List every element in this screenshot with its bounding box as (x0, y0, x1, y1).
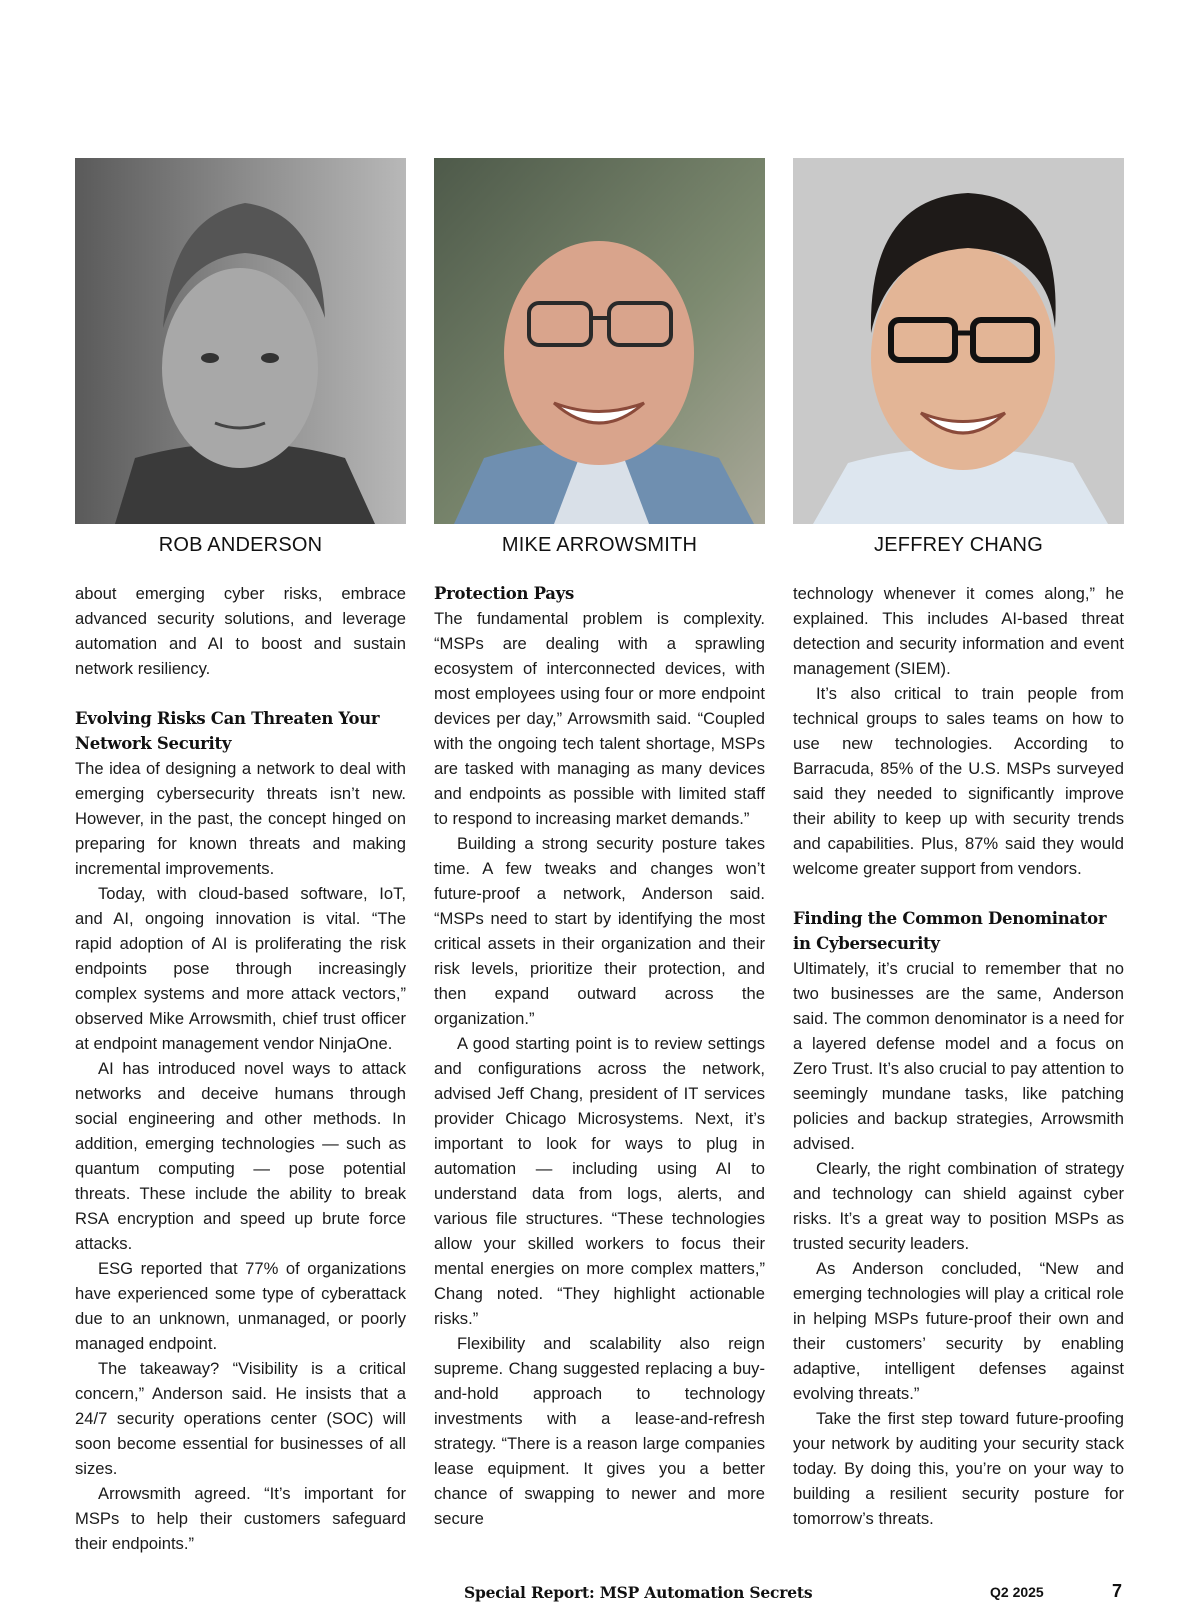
paragraph: The fundamental problem is complexity. “MSPs are dealing with a sprawling ecosystem of interconnected devices, with most employees using four or more endpoint devices per day,” Arrowsmith said. “Coupled with the ongoing tech talent shortage, MSPs are tasked with managing as many devices and endpoints as possible with limited staff to respond to increasing market demands.” (434, 609, 765, 828)
page-footer (0, 1583, 1200, 1607)
page-number: 7 (1112, 1581, 1123, 1601)
paragraph: A good starting point is to review settings and configurations across the network, advised Jeff Chang, president of IT services provider Chicago Microsystems. Next, it’s important to look for ways to plug in automation — including using AI to understand data from logs, alerts, and various file structures. “These technologies allow your skilled workers to focus their mental energies on more complex matters,” Chang noted. “They highlight actionable risks.” (434, 1034, 765, 1328)
paragraph: Flexibility and scalability also reign supreme. Chang suggested replacing a buy-and-hold approach to technology investments with a lease-and-refresh strategy. “There is a reason large companies lease equipment. It gives you a better chance of swapping to newer and more secure (434, 1334, 765, 1528)
paragraph: technology whenever it comes along,” he explained. This includes AI-based threat detection and security information and event management (SIEM). (793, 584, 1124, 678)
paragraph: Building a strong security posture takes time. A few tweaks and changes won’t future-proof a network, Anderson said. “MSPs need to start by identifying the most critical assets in their organization and their risk levels, prioritize their protection, and then expand outward across the organization.” (434, 834, 765, 1028)
article-column-1 (75, 581, 406, 1556)
article-column-3 (793, 581, 1124, 1531)
photo-mike-arrowsmith (434, 158, 765, 524)
publication-title: Special Report: MSP Automation Secrets (464, 1583, 813, 1602)
paragraph: Arrowsmith agreed. “It’s important for MSPs to help their customers safeguard their endpoints.” (75, 1484, 406, 1553)
photo-jeffrey-chang (793, 158, 1124, 524)
article-column-2 (434, 581, 765, 1531)
paragraph: Take the first step toward future-proofing your network by auditing your security stack today. By doing this, you’re on your way to building a resilient security posture for tomorrow’s threats. (793, 1409, 1124, 1528)
paragraph: Today, with cloud-based software, IoT, and AI, ongoing innovation is vital. “The rapid adoption of AI is proliferating the risk endpoints pose through increasingly complex systems and more attack vectors,” observed Mike Arrowsmith, chief trust officer at endpoint management vendor NinjaOne. (75, 884, 406, 1053)
paragraph: It’s also critical to train people from technical groups to sales teams on how to use new technologies. According to Barracuda, 85% of the U.S. MSPs surveyed said they needed to significantly improve their ability to keep up with security trends and capabilities. Plus, 87% said they would welcome greater support from vendors. (793, 684, 1124, 878)
paragraph: about emerging cyber risks, embrace advanced security solutions, and leverage automation and AI to boost and sustain network resiliency. (75, 584, 406, 678)
photo-caption: JEFFREY CHANG (874, 534, 1043, 556)
paragraph: The takeaway? “Visibility is a critical concern,” Anderson said. He insists that a 24/7 security operations center (SOC) will soon become essential for businesses of all sizes. (75, 1359, 406, 1478)
section-heading: Evolving Risks Can Threaten Your Network Security (75, 709, 380, 753)
paragraph: ESG reported that 77% of organizations have experienced some type of cyberattack due to an unknown, unmanaged, or poorly managed endpoint. (75, 1259, 406, 1353)
paragraph: AI has introduced novel ways to attack networks and deceive humans through social engineering and other methods. In addition, emerging technologies — such as quantum computing — pose potential threats. These include the ability to break RSA encryption and speed up brute force attacks. (75, 1059, 406, 1253)
photo-rob-anderson (75, 158, 406, 524)
photo-caption: MIKE ARROWSMITH (501, 534, 698, 556)
paragraph: Ultimately, it’s crucial to remember that no two businesses are the same, Anderson said. The common denominator is a need for a layered defense model and a focus on Zero Trust. It’s also crucial to pay attention to seemingly mundane tasks, like patching policies and backup strategies, Arrowsmith advised. (793, 959, 1124, 1153)
issue-label: Q2 2025 (990, 1584, 1044, 1600)
section-heading: Finding the Common Denominator in Cybersecurity (793, 909, 1107, 953)
section-heading: Protection Pays (434, 584, 574, 603)
photo-caption: ROB ANDERSON (158, 534, 323, 556)
paragraph: As Anderson concluded, “New and emerging technologies will play a critical role in helping MSPs future-proof their own and their customers’ security by enabling adaptive, intelligent defenses against evolving threats.” (793, 1259, 1124, 1403)
paragraph: The idea of designing a network to deal with emerging cybersecurity threats isn’t new. However, in the past, the concept hinged on preparing for known threats and making incremental improvements. (75, 759, 406, 878)
paragraph: Clearly, the right combination of strategy and technology can shield against cyber risks. It’s a great way to position MSPs as trusted security leaders. (793, 1159, 1124, 1253)
